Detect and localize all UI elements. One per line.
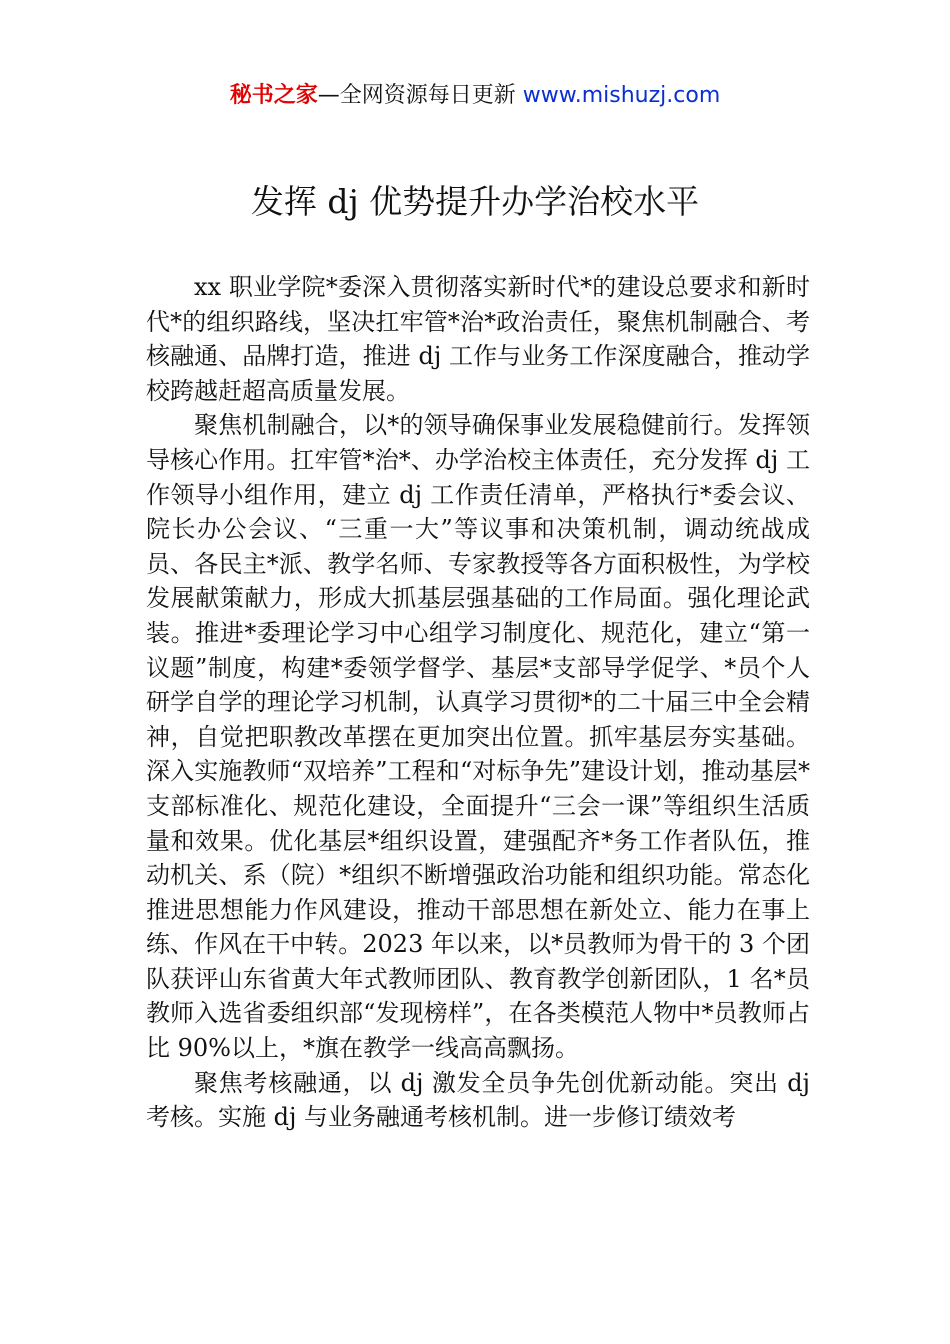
paragraph-assessment-integration: 聚焦考核融通，以 dj 激发全员争先创优新动能。突出 dj 考核。实施 dj 与业务融通考核机制。进一步修订绩效考 (146, 1068, 810, 1132)
document-title: 发挥 dj 优势提升办学治校水平 (250, 182, 700, 221)
site-url-link[interactable]: www.mishuzj.com (522, 83, 721, 108)
paragraph-intro: xx 职业学院*委深入贯彻落实新时代*的建设总要求和新时代*的组织路线，坚决扛牢管*治*政治责任，聚焦机制融合、考核融通、品牌打造，推进 dj 工作与业务工作深度融合，推动学校跨越赶超高质量发展。 (146, 273, 810, 405)
document-body (146, 270, 810, 1135)
site-tagline: —全网资源每日更新 (317, 83, 523, 108)
site-header (0, 80, 950, 112)
site-brand: 秘书之家 (229, 83, 318, 108)
paragraph-mechanism-integration: 聚焦机制融合，以*的领导确保事业发展稳健前行。发挥领导核心作用。扛牢管*治*、办学治校主体责任，充分发挥 dj 工作领导小组作用，建立 dj 工作责任清单，严格执行*委会议、院长办公会议、“三重一大”等议事和决策机制，调动统战成员、各民主*派、教学名师、专家教授等各方面积极性，为学校发展献策献力，形成大抓基层强基础的工作局面。强化理论武装。推进*委理论学习中心组学习制度化、规范化，建立“第一议题”制度，构建*委领学督学、基层*支部导学促学、*员个人研学自学的理论学习机制，认真学习贯彻*的二十届三中全会精神，自觉把职教改革摆在更加突出位置。抓牢基层夯实基础。深入实施教师“双培养”工程和“对标争先”建设计划，推动基层*支部标准化、规范化建设，全面提升“三会一课”等组织生活质量和效果。优化基层*组织设置，建强配齐*务工作者队伍，推动机关、系（院）*组织不断增强政治功能和组织功能。常态化推进思想能力作风建设，推动干部思想在新处立、能力在事上练、作风在干中转。2023 年以来，以*员教师为骨干的 3 个团队获评山东省黄大年式教师团队、教育教学创新团队，1 名*员教师入选省委组织部“发现榜样”，在各类模范人物中*员教师占比 90%以上，*旗在教学一线高高飘扬。 (146, 411, 810, 1063)
